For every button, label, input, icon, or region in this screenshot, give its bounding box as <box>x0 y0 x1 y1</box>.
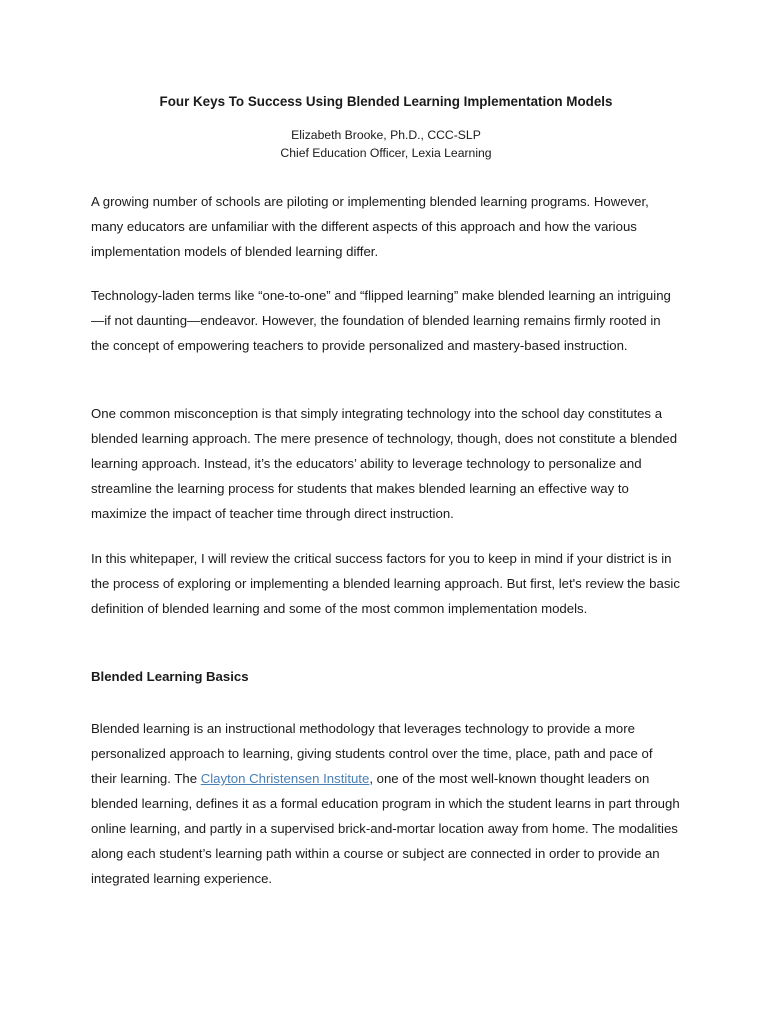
author-role: Chief Education Officer, Lexia Learning <box>280 146 492 160</box>
document-title: Four Keys To Success Using Blended Learning Implementation Models <box>159 94 613 109</box>
section-paragraph-before-link: Blended learning is an instructional methodology that leverages technology to provide a more personalized approach to learning, giving students control over the time, place, path and pace of their learning. The <box>91 721 653 786</box>
author-name: Elizabeth Brooke, Ph.D., CCC-SLP <box>291 128 481 142</box>
clayton-christensen-institute-link[interactable]: Clayton Christensen Institute <box>200 771 370 786</box>
section-paragraph-after-link: , one of the most well-known thought leaders on blended learning, defines it as a formal education program in which the student learns in part through online learning, and partly in a supervised brick-and-mortar location away from home. The modalities along each student’s learning path within a course or subject are connected in order to provide an integrated learning experience. <box>91 771 680 886</box>
section-paragraph <box>91 716 681 891</box>
paragraph-4: In this whitepaper, I will review the critical success factors for you to keep in mind if your district is in the process of exploring or implementing a blended learning approach. But first, let's review the basic definition of blended learning and some of the most common implementation models. <box>91 551 680 616</box>
paragraph-3: One common misconception is that simply integrating technology into the school day constitutes a blended learning approach. The mere presence of technology, though, does not constitute a blended learning approach. Instead, it’s the educators’ ability to leverage technology to personalize and streamline the learning process for students that makes blended learning an effective way to maximize the impact of teacher time through direct instruction. <box>91 406 678 521</box>
section-heading: Blended Learning Basics <box>91 669 249 684</box>
paragraph-1: A growing number of schools are piloting or implementing blended learning programs. However, many educators are unfamiliar with the different aspects of this approach and how the various implementation models of blended learning differ. <box>91 194 649 259</box>
paragraph-2: Technology-laden terms like “one-to-one” and “flipped learning” make blended learning an intriguing—if not daunting—endeavor. However, the foundation of blended learning remains firmly rooted in the concept of empowering teachers to provide personalized and mastery-based instruction. <box>91 288 671 353</box>
author-block <box>91 126 681 162</box>
